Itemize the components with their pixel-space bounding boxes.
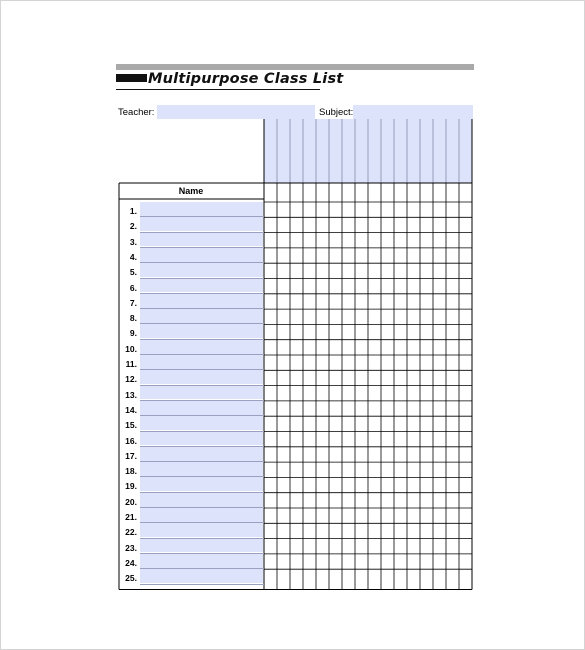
student-name-field[interactable]: [140, 248, 263, 262]
student-name-field[interactable]: [140, 416, 263, 430]
student-name-field[interactable]: [140, 202, 263, 216]
row-number: 21.: [125, 512, 137, 522]
student-name-field[interactable]: [140, 370, 263, 384]
row-number: 25.: [125, 573, 137, 584]
student-name-field[interactable]: [140, 477, 263, 491]
row-number: 10.: [125, 343, 137, 354]
student-name-field[interactable]: [140, 508, 263, 522]
row-number: 13.: [125, 389, 137, 400]
student-name-field[interactable]: [140, 386, 263, 400]
row-number: 5.: [129, 267, 137, 278]
row-number: 22.: [125, 527, 137, 538]
student-name-field[interactable]: [140, 462, 263, 476]
student-name-field[interactable]: [140, 539, 263, 553]
row-number: 6.: [129, 282, 137, 293]
row-number: 23.: [125, 542, 137, 553]
student-name-field[interactable]: [140, 279, 263, 293]
row-number: 8.: [129, 313, 137, 324]
page-title: Multipurpose Class List: [148, 71, 344, 87]
row-number: 7.: [129, 297, 137, 308]
name-underline: [140, 584, 264, 585]
student-name-field[interactable]: [140, 432, 263, 446]
student-name-field[interactable]: [140, 233, 263, 247]
student-name-field[interactable]: [140, 355, 263, 369]
row-number: 3.: [129, 236, 137, 247]
row-number: 14.: [125, 404, 137, 415]
row-number: 24.: [125, 557, 137, 568]
row-number: 4.: [129, 251, 137, 262]
row-number: 2.: [129, 221, 137, 232]
row-number: 18.: [125, 466, 137, 477]
row-number: 20.: [125, 496, 137, 507]
student-name-field[interactable]: [140, 401, 263, 415]
name-column-header: Name: [178, 186, 204, 196]
row-number: 9.: [129, 328, 137, 339]
student-name-field[interactable]: [140, 217, 263, 231]
student-name-field[interactable]: [140, 263, 263, 277]
student-name-field[interactable]: [140, 294, 263, 308]
row-number: 12.: [125, 374, 137, 385]
row-number: 16.: [125, 435, 137, 446]
row-number: 11.: [125, 359, 137, 369]
student-name-field[interactable]: [140, 569, 263, 583]
row-number: 15.: [125, 420, 137, 431]
student-name-field[interactable]: [140, 447, 263, 461]
student-name-field[interactable]: [140, 324, 263, 338]
row-number: 17.: [125, 450, 137, 461]
student-name-field[interactable]: [140, 523, 263, 537]
student-name-field[interactable]: [140, 309, 263, 323]
row-number: 1.: [129, 206, 137, 216]
student-name-field[interactable]: [140, 340, 263, 354]
row-number: 19.: [125, 481, 137, 492]
teacher-label: Teacher:: [118, 107, 155, 118]
student-name-field[interactable]: [140, 493, 263, 507]
subject-label: Subject:: [319, 107, 354, 118]
student-name-field[interactable]: [140, 554, 263, 568]
